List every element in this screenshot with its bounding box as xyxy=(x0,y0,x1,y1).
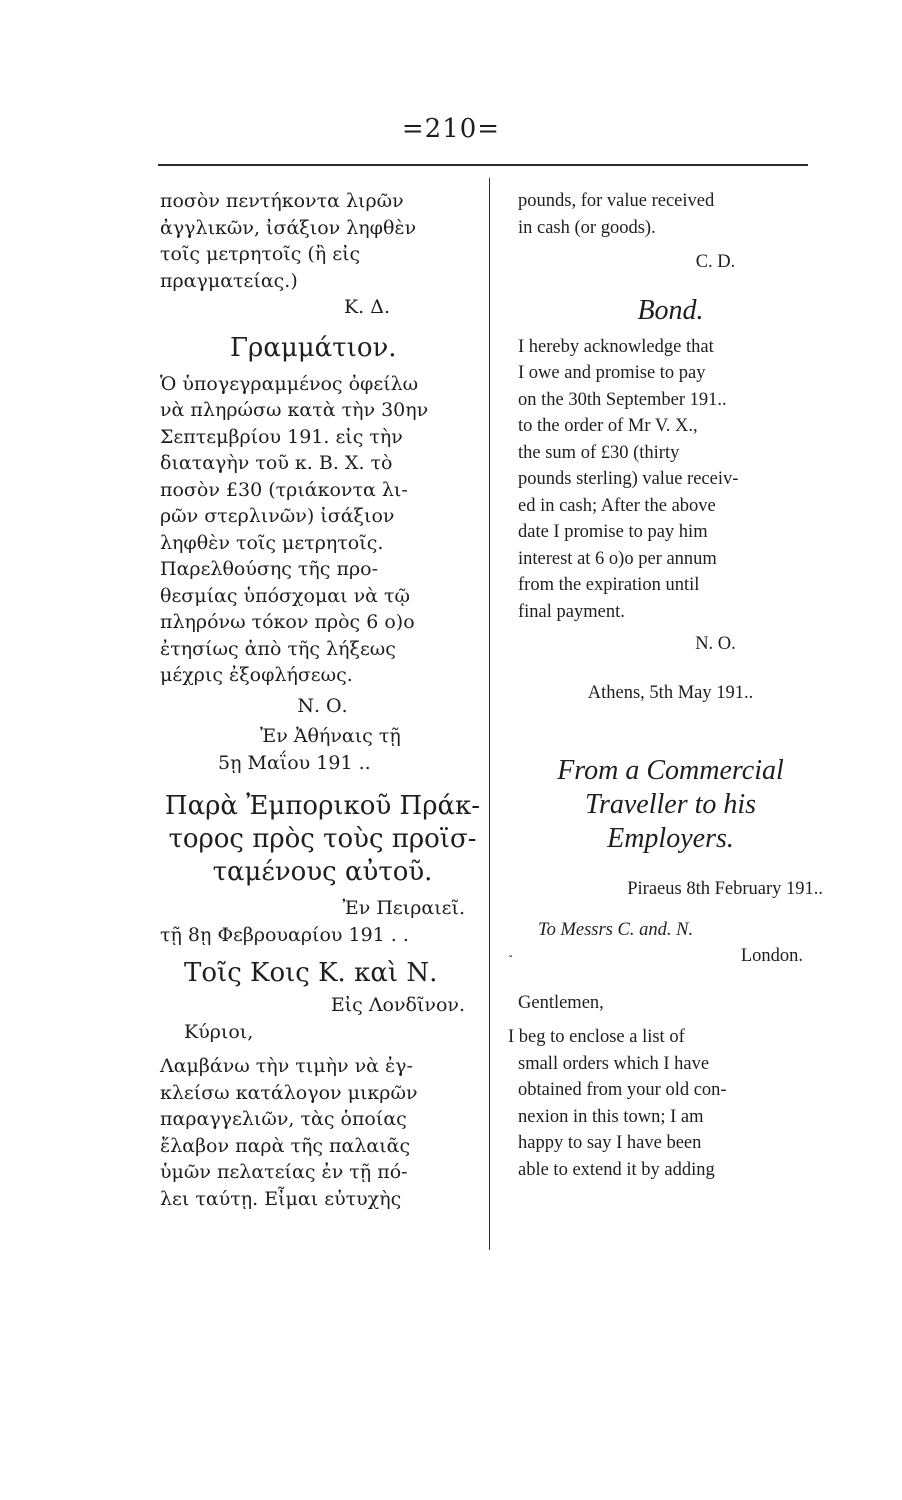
text-line: ρῶν στερλινῶν) ἰσάξιον xyxy=(160,505,395,527)
page-number: =210= xyxy=(401,114,501,144)
title-line: τορος πρὸς τοὺς προϊσ- xyxy=(168,824,477,854)
text-line: able to extend it by adding xyxy=(518,1159,715,1180)
column-divider xyxy=(489,178,490,1250)
english-letter-title xyxy=(518,754,823,856)
greek-letter-title xyxy=(160,790,485,889)
title-line: Παρὰ Ἐμπορικοῦ Πράκ- xyxy=(164,791,481,821)
text-line: λει ταύτῃ. Εἶμαι εὐτυχὴς xyxy=(160,1187,402,1210)
english-bond-title: Bond. xyxy=(637,294,704,326)
text-line: Ὁ ὑπογεγραμμένος ὀφείλω xyxy=(160,372,419,395)
text-line: ἔλαβον παρὰ τῆς παλαιᾶς xyxy=(160,1134,411,1157)
signature-cd: C. D. xyxy=(695,252,736,272)
text-line: to the order of Mr V. X., xyxy=(518,416,698,436)
text-line: Λαμβάνω τὴν τιμὴν νὰ ἐγ- xyxy=(160,1055,413,1077)
text-line: I beg to enclose a list of xyxy=(508,1027,685,1047)
text-line: on the 30th September 191.. xyxy=(518,389,727,410)
text-line: παραγγελιῶν, τὰς ὁποίας xyxy=(160,1108,407,1130)
text-line: κλείσω κατάλογον μικρῶν xyxy=(160,1081,418,1104)
greek-bond-title: Γραμμάτιον. xyxy=(230,332,397,363)
text-line: μέχρις ἐξοφλήσεως. xyxy=(160,664,353,686)
text-line: πραγματείας.) xyxy=(160,269,298,292)
signature-no: Ν. Ο. xyxy=(297,694,348,717)
greek-bond-text xyxy=(160,371,485,689)
text-line: διαταγὴν τοῦ κ. Β. Χ. τὸ xyxy=(160,452,393,474)
english-addressee: To Messrs C. and. N. xyxy=(538,919,694,940)
text-line: ἐτησίως ἀπὸ τῆς λήξεως xyxy=(160,637,396,660)
stray-mark: ˯ xyxy=(508,941,514,958)
signature-kd: Κ. Δ. xyxy=(343,296,390,318)
text-line: pounds sterling) value receiv- xyxy=(518,469,739,489)
text-line: date I promise to pay him xyxy=(518,522,708,542)
text-line: interest at 6 o)o per annum xyxy=(518,548,717,569)
text-line: ὑμῶν πελατείας ἐν τῇ πό- xyxy=(160,1161,408,1183)
title-line: Employers. xyxy=(607,823,734,854)
text-line: happy to say I have been xyxy=(518,1133,702,1153)
greek-date-line: 5ῃ Μαΐου 191 .. xyxy=(218,751,371,774)
english-column xyxy=(508,188,823,1183)
greek-intro xyxy=(160,188,485,294)
text-line: the sum of £30 (thirty xyxy=(518,442,680,463)
text-line: ed in cash; After the above xyxy=(518,495,716,516)
text-line: pounds, for value received xyxy=(518,191,715,211)
text-line: ποσὸν πεντήκοντα λιρῶν xyxy=(160,190,404,212)
signature-no-en: N. O. xyxy=(695,634,736,654)
header-rule xyxy=(158,164,808,166)
english-letter-text xyxy=(508,1024,823,1183)
english-date-line: Athens, 5th May 191.. xyxy=(587,682,754,703)
text-line: πληρόνω τόκον πρὸς 6 ο)ο xyxy=(160,611,415,633)
greek-letter-text xyxy=(160,1053,485,1212)
greek-place: Ἐν Πειραιεῖ. xyxy=(342,897,465,919)
text-line: from the expiration until xyxy=(518,575,700,595)
english-city xyxy=(508,941,803,970)
text-line: small orders which I have xyxy=(518,1053,710,1074)
text-line: Σεπτεμβρίου 191. εἰς τὴν xyxy=(160,425,403,448)
text-line: νὰ πληρώσω κατὰ τὴν 30ην xyxy=(160,399,429,421)
greek-addressee: Τοῖς Κοις Κ. καὶ Ν. xyxy=(184,958,438,988)
text-line: nexion in this town; I am xyxy=(518,1106,704,1127)
greek-letter-date: τῇ 8ῃ Φεβρουαρίου 191 . . xyxy=(160,923,409,946)
greek-salutation: Κύριοι, xyxy=(184,1020,254,1043)
text-line: obtained from your old con- xyxy=(518,1080,727,1100)
text-line: θεσμίας ὑπόσχομαι νὰ τῷ xyxy=(160,584,411,607)
greek-city: Εἰς Λονδῖνον. xyxy=(330,994,465,1016)
title-line: Traveller to his xyxy=(584,789,757,820)
city-text: London. xyxy=(740,946,803,966)
text-line: final payment. xyxy=(518,601,625,622)
title-line: From a Commercial xyxy=(557,755,784,786)
text-line: ποσὸν £30 (τριάκοντα λι- xyxy=(160,478,408,501)
english-bond-text xyxy=(518,334,823,626)
text-line: ληφθὲν τοῖς μετρητοῖς. xyxy=(160,531,384,554)
english-salutation: Gentlemen, xyxy=(518,992,604,1013)
text-line: Παρελθούσης τῆς προ- xyxy=(160,558,379,580)
english-letter-date: Piraeus 8th February 191.. xyxy=(627,879,823,899)
text-line: in cash (or goods). xyxy=(518,217,656,238)
title-line: ταμένους αὐτοῦ. xyxy=(212,857,433,887)
text-line: ἀγγλικῶν, ἰσάξιον ληφθὲν xyxy=(160,216,417,239)
greek-column xyxy=(160,188,485,1212)
text-line: I owe and promise to pay xyxy=(518,363,706,383)
text-line: τοῖς μετρητοῖς (ἢ εἰς xyxy=(160,243,361,265)
greek-date-line: Ἐν Ἀθήναις τῇ xyxy=(260,725,401,747)
text-line: I hereby acknowledge that xyxy=(518,336,714,357)
